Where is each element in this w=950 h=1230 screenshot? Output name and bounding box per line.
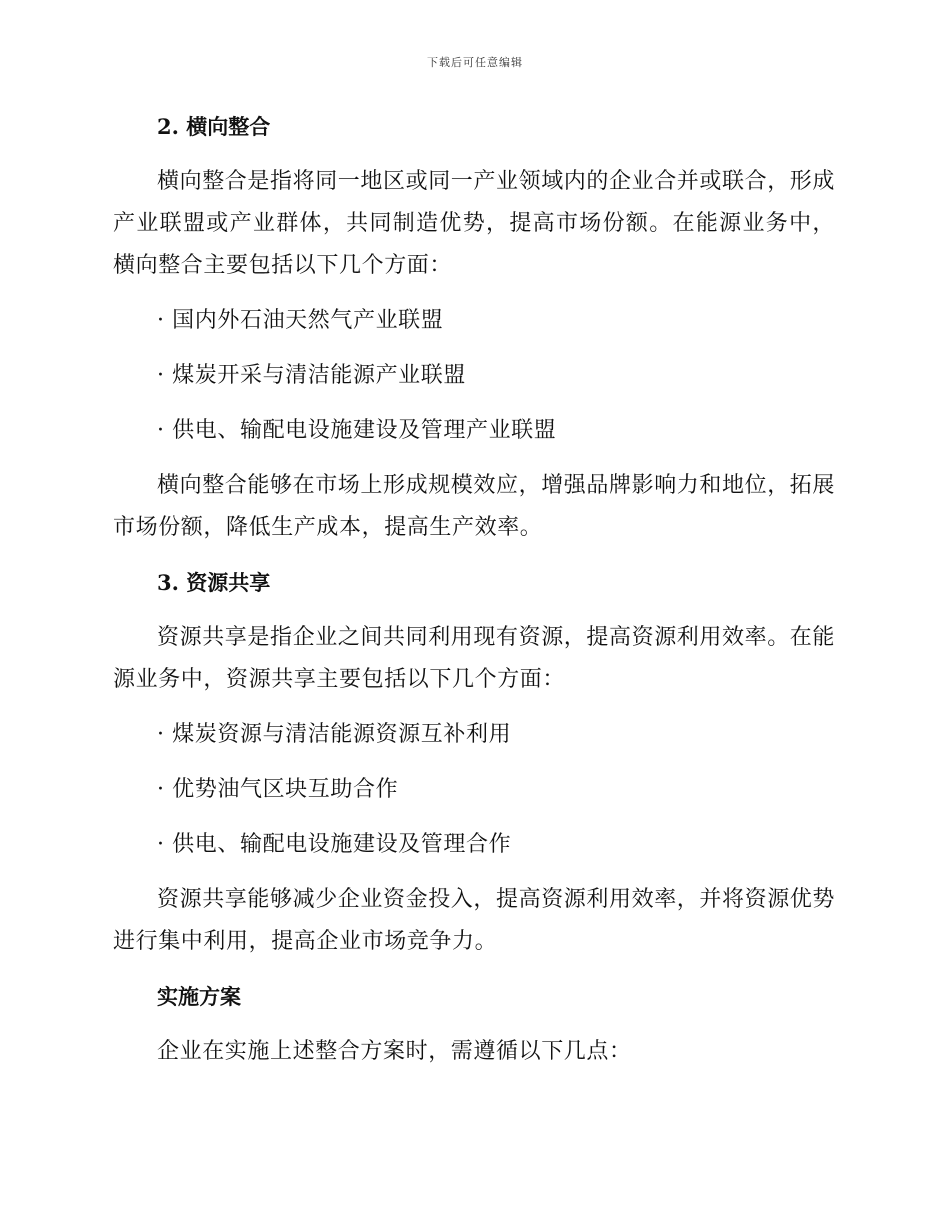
bullet-item: · 优势油气区块互助合作: [157, 777, 399, 802]
document-body: [113, 106, 835, 1073]
bullet-item: · 供电、输配电设施建设及管理合作: [157, 832, 512, 857]
bullet-item: · 煤炭资源与清洁能源资源互补利用: [157, 722, 512, 747]
paragraph-sharing-summary: 资源共享能够减少企业资金投入，提高资源利用效率，并将资源优势进行集中利用，提高企业市场竞争力。: [113, 887, 836, 954]
paragraph-implementation-intro: 企业在实施上述整合方案时，需遵循以下几点：: [157, 1039, 632, 1064]
paragraph-horizontal-summary: 横向整合能够在市场上形成规模效应，增强品牌影响力和地位，拓展市场份额，降低生产成本，提高生产效率。: [113, 473, 836, 540]
section-heading-resource-sharing: 3. 资源共享: [157, 570, 271, 595]
bullet-item: · 煤炭开采与清洁能源产业联盟: [157, 363, 466, 388]
page-header-note: 下载后可任意编辑: [427, 56, 523, 69]
bullet-item: · 国内外石油天然气产业联盟: [157, 308, 444, 333]
paragraph-sharing-intro: 资源共享是指企业之间共同利用现有资源，提高资源利用效率。在能源业务中，资源共享主要包括以下几个方面：: [113, 625, 836, 692]
paragraph-horizontal-intro: 横向整合是指将同一地区或同一产业领域内的企业合并或联合，形成产业联盟或产业群体，共同制造优势，提高市场份额。在能源业务中，横向整合主要包括以下几个方面：: [113, 169, 836, 278]
section-heading-horizontal-integration: 2. 横向整合: [157, 114, 271, 139]
bullet-item: · 供电、输配电设施建设及管理产业联盟: [157, 418, 557, 443]
section-heading-implementation: 实施方案: [157, 984, 241, 1009]
